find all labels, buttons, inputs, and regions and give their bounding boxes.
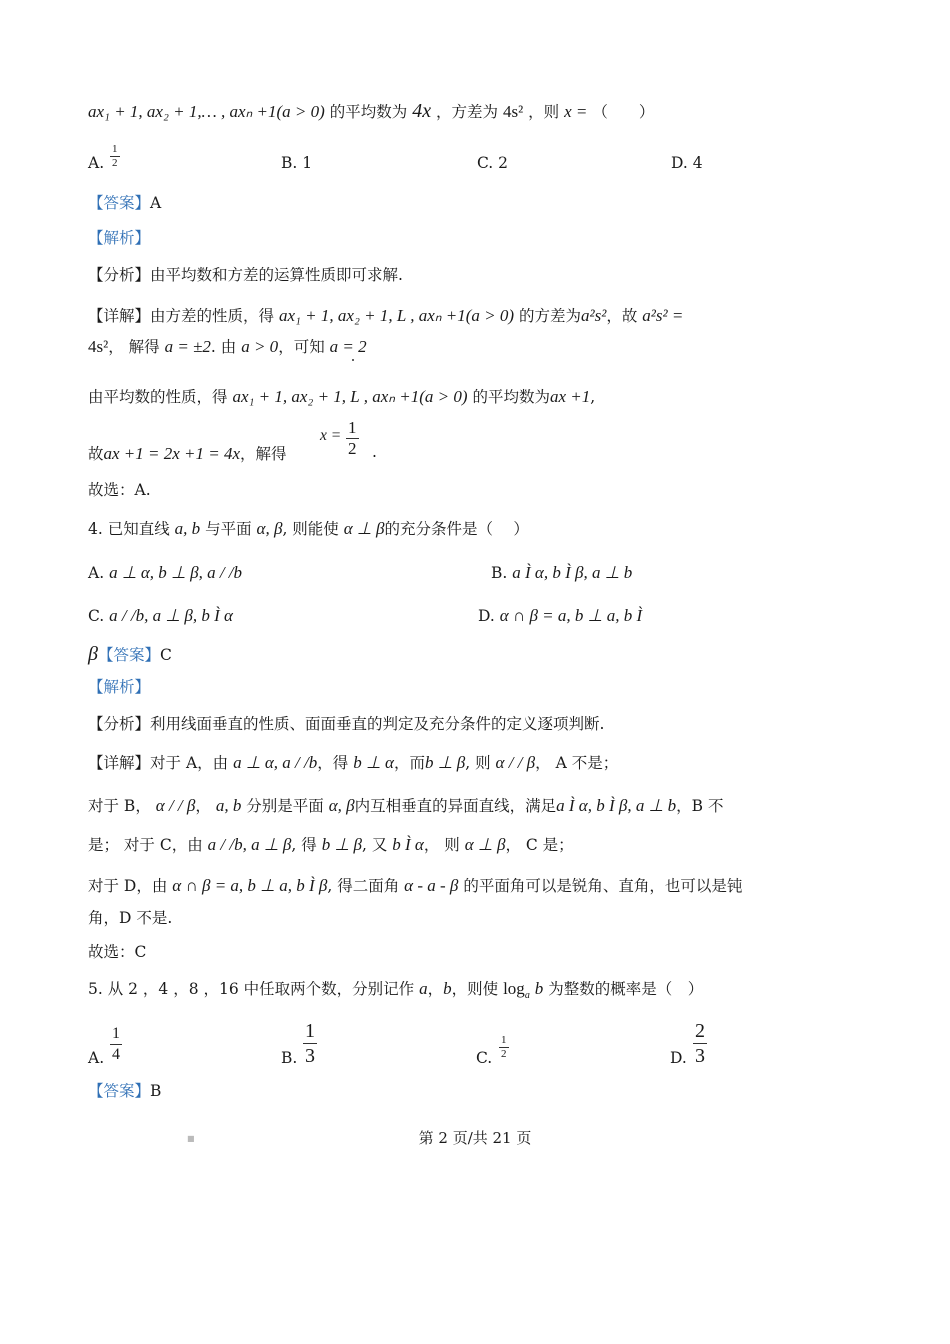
q4-detail-1e: ， A 不是；: [535, 754, 619, 772]
q5-option-b-den: 3: [305, 1045, 315, 1067]
q3-detail-1f: a²s² =: [642, 306, 684, 325]
q3-detail-2d: . 由: [210, 338, 237, 356]
q3-detail-1b: ax₁ + 1, ax₂ + 1, L , axₙ +1(a > 0): [278, 306, 515, 325]
q4-option-b-label: B.: [491, 564, 508, 582]
q4-answer-line: [88, 643, 172, 666]
q4-stem: [88, 518, 529, 540]
q3-detail-4a: 故: [88, 445, 104, 463]
q5-option-a-fraction: [110, 1024, 122, 1065]
q4-detail-3: 是； 对于 C，由: [88, 836, 203, 854]
q4-detail-line3: [88, 834, 574, 856]
q3-fenxi-tag: 【分析】: [88, 266, 151, 284]
q3-stem-math: ax₁ + 1, ax₂ + 1,… , axₙ +1(a > 0): [88, 102, 325, 121]
q5-option-b-num: 1: [305, 1020, 315, 1042]
q5-answer-line: [88, 1080, 161, 1102]
q4-detail-1m: a ⊥ α, a / /b: [233, 753, 318, 772]
q3-option-d: D. 4: [671, 154, 703, 172]
q4-fenxi-line: [88, 713, 604, 735]
q3-detail-2b: ， 解得: [108, 338, 160, 356]
q4-option-b: [491, 563, 632, 583]
q3-detail-2e: a > 0: [241, 337, 279, 356]
q4-detail-tag: 【详解】: [88, 754, 151, 772]
q4-detail-3e: ， C 是；: [505, 836, 574, 854]
q3-detail-2a: 4s²: [88, 337, 109, 356]
q4-answer: C: [159, 646, 172, 664]
q5-stem-h: 为整数的概率是（ ）: [548, 980, 704, 998]
q4-option-c: [88, 606, 233, 626]
q4-answer-tag: 【答案】: [97, 646, 160, 664]
q5-stem-e: ，则使: [451, 980, 499, 998]
q5-option-d-den: 3: [695, 1045, 705, 1067]
q3-detail-4d: x =: [320, 427, 342, 444]
q4-detail-3c: , 又: [361, 836, 388, 854]
q4-option-a-label: A.: [88, 564, 105, 582]
q4-stem-e: , 则能使: [282, 520, 339, 538]
q3-stem-paren: （ ）: [592, 103, 655, 121]
faint-mark: ■: [187, 1134, 195, 1143]
q4-detail-3d: ， 则: [423, 836, 460, 854]
q4-detail-2m3: α, β: [328, 796, 355, 815]
q4-detail-2d: 内互相垂直的异面直线，满足: [354, 797, 557, 815]
q4-detail-2m4: a Ì α, b Ì β, a ⊥ b: [556, 796, 677, 815]
q3-stem-text: 的平均数为: [329, 103, 408, 121]
q4-detail-line4: [88, 875, 742, 897]
q3-detail-3d: ax +1: [550, 387, 591, 406]
q4-detail-3m2: b ⊥ β: [321, 835, 362, 854]
q4-stem-c: 与平面: [205, 520, 252, 538]
q4-detail-1d: , 则: [465, 754, 491, 772]
q3-answer: A: [150, 194, 162, 212]
q3-detail-2g: a = 2: [329, 337, 367, 356]
q5-answer-tag: 【答案】: [88, 1082, 151, 1100]
q4-option-a-text: a ⊥ α, b ⊥ β, a / /b: [109, 563, 243, 582]
q3-option-a-num: 1: [112, 143, 118, 155]
q5-option-b-fraction: [303, 1019, 317, 1068]
q5-stem-g: b: [534, 979, 544, 998]
q3-detail-3a: 由平均数的性质，得: [88, 388, 228, 406]
q4-detail-4b: , 得二面角: [327, 877, 400, 895]
q3-option-a-fraction: [110, 143, 120, 170]
q4-stem-g: 的充分条件是（ ）: [384, 520, 529, 538]
q4-detail-2c: 分别是平面: [246, 797, 324, 815]
q4-option-d-tail: β: [88, 643, 98, 665]
q4-fenxi-tag: 【分析】: [88, 715, 151, 733]
q4-detail-line2: [88, 795, 723, 817]
q3-detail-3e: ,: [590, 388, 596, 406]
q4-stem-b: a, b: [174, 519, 201, 538]
q5-stem-d: b: [443, 979, 452, 998]
q4-detail-3m4: α ⊥ β: [464, 835, 506, 854]
q5-option-c-label: C.: [476, 1049, 493, 1067]
q4-detail-2m2: a, b: [215, 796, 242, 815]
q3-option-b: B. 1: [281, 154, 313, 172]
q5-option-b-label: B.: [281, 1049, 298, 1067]
q5-option-d-label: D.: [670, 1049, 687, 1067]
q5-option-d-fraction: [693, 1019, 707, 1068]
q4-detail-line5: 角，D 不是.: [88, 909, 173, 927]
q4-detail-3b: , 得: [291, 836, 317, 854]
q3-answer-tag: 【答案】: [88, 194, 151, 212]
q3-detail-2c: a = ±2: [164, 337, 211, 356]
q3-option-c: C. 2: [477, 154, 509, 172]
q5-option-a-den: 4: [112, 1046, 120, 1063]
q3-option-a-label: A.: [88, 154, 105, 172]
q4-option-c-label: C.: [88, 607, 105, 625]
q4-detail-2: 对于 B，: [88, 797, 151, 815]
q3-stem-text2: ，方差为: [436, 103, 499, 121]
q5-option-c-fraction: [499, 1034, 509, 1061]
q4-stem-f: α ⊥ β: [343, 519, 385, 538]
q3-detail-3c: 的平均数为: [472, 388, 550, 406]
q3-detail-line2: [88, 336, 367, 358]
q5-stem-b: a: [419, 979, 428, 998]
q5-stem-a: 5. 从 2 ，4 ，8 ，16 中任取两个数，分别记作: [88, 980, 415, 998]
q3-detail-4c: ，解得: [240, 445, 287, 463]
q3-choose: 故选：A.: [88, 481, 151, 499]
q3-detail-4num: 1: [348, 418, 357, 437]
q3-detail-fraction: [346, 418, 359, 459]
q5-answer: B: [150, 1082, 162, 1100]
q3-option-a-den: 2: [112, 157, 118, 169]
page-footer: 第 2 页/共 21 页: [418, 1129, 532, 1147]
q3-detail-4b: ax +1 = 2x +1 = 4x: [103, 444, 241, 463]
q4-option-a: [88, 563, 242, 583]
q4-detail-4: 对于 D，由: [88, 877, 168, 895]
q3-stem: [88, 100, 654, 123]
q4-detail-1m4: α / / β: [495, 753, 536, 772]
q4-option-b-text: a Ì α, b Ì β, a ⊥ b: [512, 563, 633, 582]
q4-detail-4c: 的平面角可以是锐角、直角，也可以是钝: [463, 877, 743, 895]
q3-detail-3b: ax₁ + 1, ax₂ + 1, L , axₙ +1(a > 0): [232, 387, 468, 406]
q4-detail-line1: [88, 752, 618, 774]
q3-detail-1d: a²s²: [581, 306, 607, 325]
q4-option-d-text: α ∩ β = a, b ⊥ a, b Ì: [499, 606, 643, 625]
q4-detail-4m2: α - a - β: [404, 876, 459, 895]
q3-jiexi: 【解析】: [88, 229, 151, 247]
q4-option-c-text: a / /b, a ⊥ β, b Ì α: [109, 606, 233, 625]
q5-option-c-den: 2: [501, 1048, 507, 1060]
q5-stem-log: log: [503, 979, 525, 998]
q3-detail-line1: [88, 305, 683, 327]
q4-option-d: [478, 606, 642, 626]
q3-fenxi-line: [88, 264, 403, 286]
q3-detail-4e: .: [372, 443, 377, 461]
q3-detail-tag: 【详解】: [88, 307, 151, 325]
q3-stem-text3: ，则: [528, 103, 560, 121]
q3-stem-var: 4s²: [502, 102, 524, 121]
q4-detail-2m: α / / β: [155, 796, 196, 815]
q4-detail-2b: ，: [195, 797, 211, 815]
q5-stem: [88, 978, 703, 1007]
q4-detail-1b: ，得: [317, 754, 349, 772]
q3-detail-1c: 的方差为: [519, 307, 582, 325]
q3-stem-x: x =: [564, 102, 588, 121]
q4-detail-1: 对于 A，由: [150, 754, 229, 772]
q4-detail-4m: α ∩ β = a, b ⊥ a, b Ì β: [172, 876, 328, 895]
q3-detail-1e: ，故: [606, 307, 638, 325]
q3-stem-mean: 4x: [412, 100, 432, 122]
q5-option-a-label: A.: [88, 1049, 105, 1067]
q4-stem-a: 4. 已知直线: [88, 520, 170, 538]
emphasis-dot: [352, 359, 354, 361]
q4-detail-1m3: b ⊥ β: [424, 753, 466, 772]
q4-stem-d: α, β: [256, 519, 283, 538]
q3-detail-line4: [88, 443, 287, 465]
q4-detail-3m3: b Ì α: [392, 835, 424, 854]
q4-choose: 故选：C: [88, 943, 147, 961]
q4-option-d-label: D.: [478, 607, 495, 625]
q4-detail-1c: ，而: [393, 754, 425, 772]
q4-fenxi: 利用线面垂直的性质、面面垂直的判定及充分条件的定义逐项判断.: [150, 715, 605, 733]
q3-detail-line3: [88, 386, 595, 408]
q4-detail-1m2: b ⊥ α: [353, 753, 394, 772]
q3-fenxi: 由平均数和方差的运算性质即可求解.: [150, 266, 403, 284]
q5-option-d-num: 2: [695, 1020, 705, 1042]
q3-detail-4den: 2: [348, 439, 357, 458]
q4-detail-2e: ，B 不: [676, 797, 724, 815]
q4-detail-3m: a / /b, a ⊥ β: [207, 835, 292, 854]
q5-option-c-num: 1: [501, 1034, 507, 1046]
q3-answer-line: [88, 192, 161, 214]
q5-stem-c: ，: [427, 980, 444, 998]
q3-detail-1a: 由方差的性质，得: [150, 307, 275, 325]
q3-detail-2f: ，可知: [278, 338, 325, 356]
q5-stem-log-base: a: [524, 990, 530, 1001]
q5-option-a-num: 1: [110, 1024, 122, 1045]
q4-jiexi: 【解析】: [88, 678, 151, 696]
